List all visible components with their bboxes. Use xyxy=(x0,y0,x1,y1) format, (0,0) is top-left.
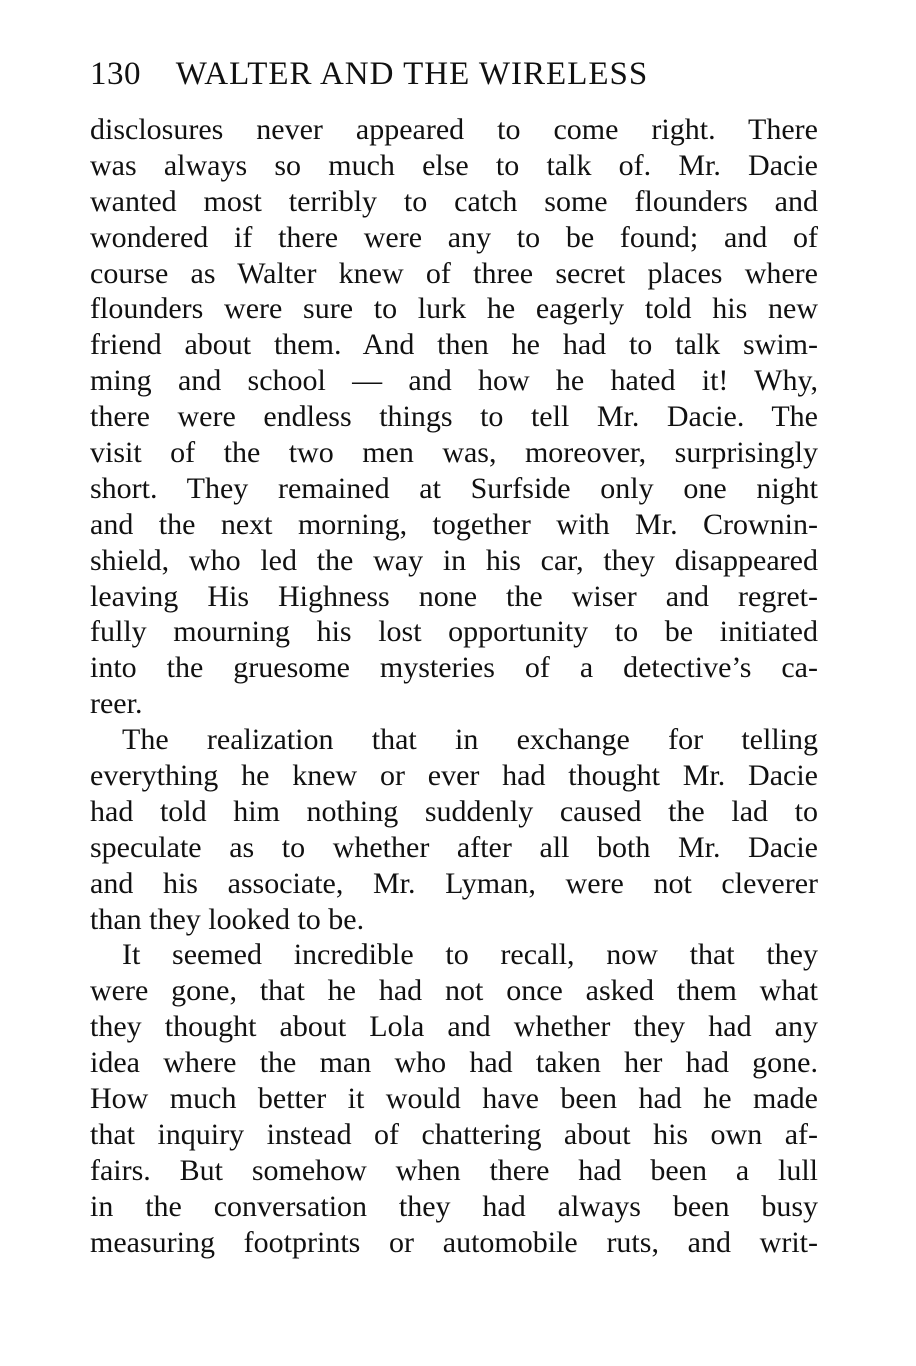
text-line: idea where the man who had taken her had gone. xyxy=(90,1046,818,1080)
text-line: was always so much else to talk of. Mr. Dacie xyxy=(90,148,818,182)
running-head xyxy=(90,52,830,96)
text-line: had told him nothing suddenly caused the lad to xyxy=(90,794,818,828)
text-line: everything he knew or ever had thought Mr. Dacie xyxy=(90,759,818,793)
running-title: WALTER AND THE WIRELESS xyxy=(175,56,649,92)
text-line: friend about them. And then he had to talk swim- xyxy=(90,328,818,362)
text-line: wanted most terribly to catch some flounders and xyxy=(90,184,818,218)
text-line: disclosures never appeared to come right. There xyxy=(90,113,818,146)
text-line: that inquiry instead of chattering about his own af- xyxy=(90,1117,818,1151)
text-line: reer. xyxy=(90,687,143,721)
body-text xyxy=(90,112,818,1261)
text-line: course as Walter knew of three secret places where xyxy=(90,256,818,290)
text-line: than they looked to be. xyxy=(90,902,365,936)
text-line: fully mourning his lost opportunity to be initiated xyxy=(90,615,818,649)
text-line: and the next morning, together with Mr. Crownin- xyxy=(90,507,818,541)
text-line: ming and school — and how he hated it! Why, xyxy=(90,364,818,398)
text-line: speculate as to whether after all both Mr. Dacie xyxy=(90,830,818,864)
text-line: shield, who led the way in his car, they disappeared xyxy=(90,543,818,577)
text-line: in the conversation they had always been busy xyxy=(90,1189,818,1223)
text-line: The realization that in exchange for telling xyxy=(122,723,818,757)
text-line: into the gruesome mysteries of a detective’s ca- xyxy=(90,651,818,685)
text-line: and his associate, Mr. Lyman, were not cleverer xyxy=(90,866,818,900)
text-line: were gone, that he had not once asked them what xyxy=(90,974,818,1008)
text-line: there were endless things to tell Mr. Dacie. The xyxy=(90,400,818,434)
text-line: visit of the two men was, moreover, surprisingly xyxy=(90,436,818,470)
text-line: leaving His Highness none the wiser and regret- xyxy=(90,579,818,613)
text-line: they thought about Lola and whether they had any xyxy=(90,1010,818,1044)
text-line: measuring footprints or automobile ruts, and writ- xyxy=(90,1225,818,1259)
text-line: It seemed incredible to recall, now that they xyxy=(122,938,818,972)
text-line: fairs. But somehow when there had been a lull xyxy=(90,1153,818,1187)
page-number: 130 xyxy=(90,56,141,92)
text-line: How much better it would have been had he made xyxy=(90,1082,818,1116)
text-line: flounders were sure to lurk he eagerly told his new xyxy=(90,292,818,326)
text-line: wondered if there were any to be found; and of xyxy=(90,220,818,254)
text-line: short. They remained at Surfside only one night xyxy=(90,471,818,505)
